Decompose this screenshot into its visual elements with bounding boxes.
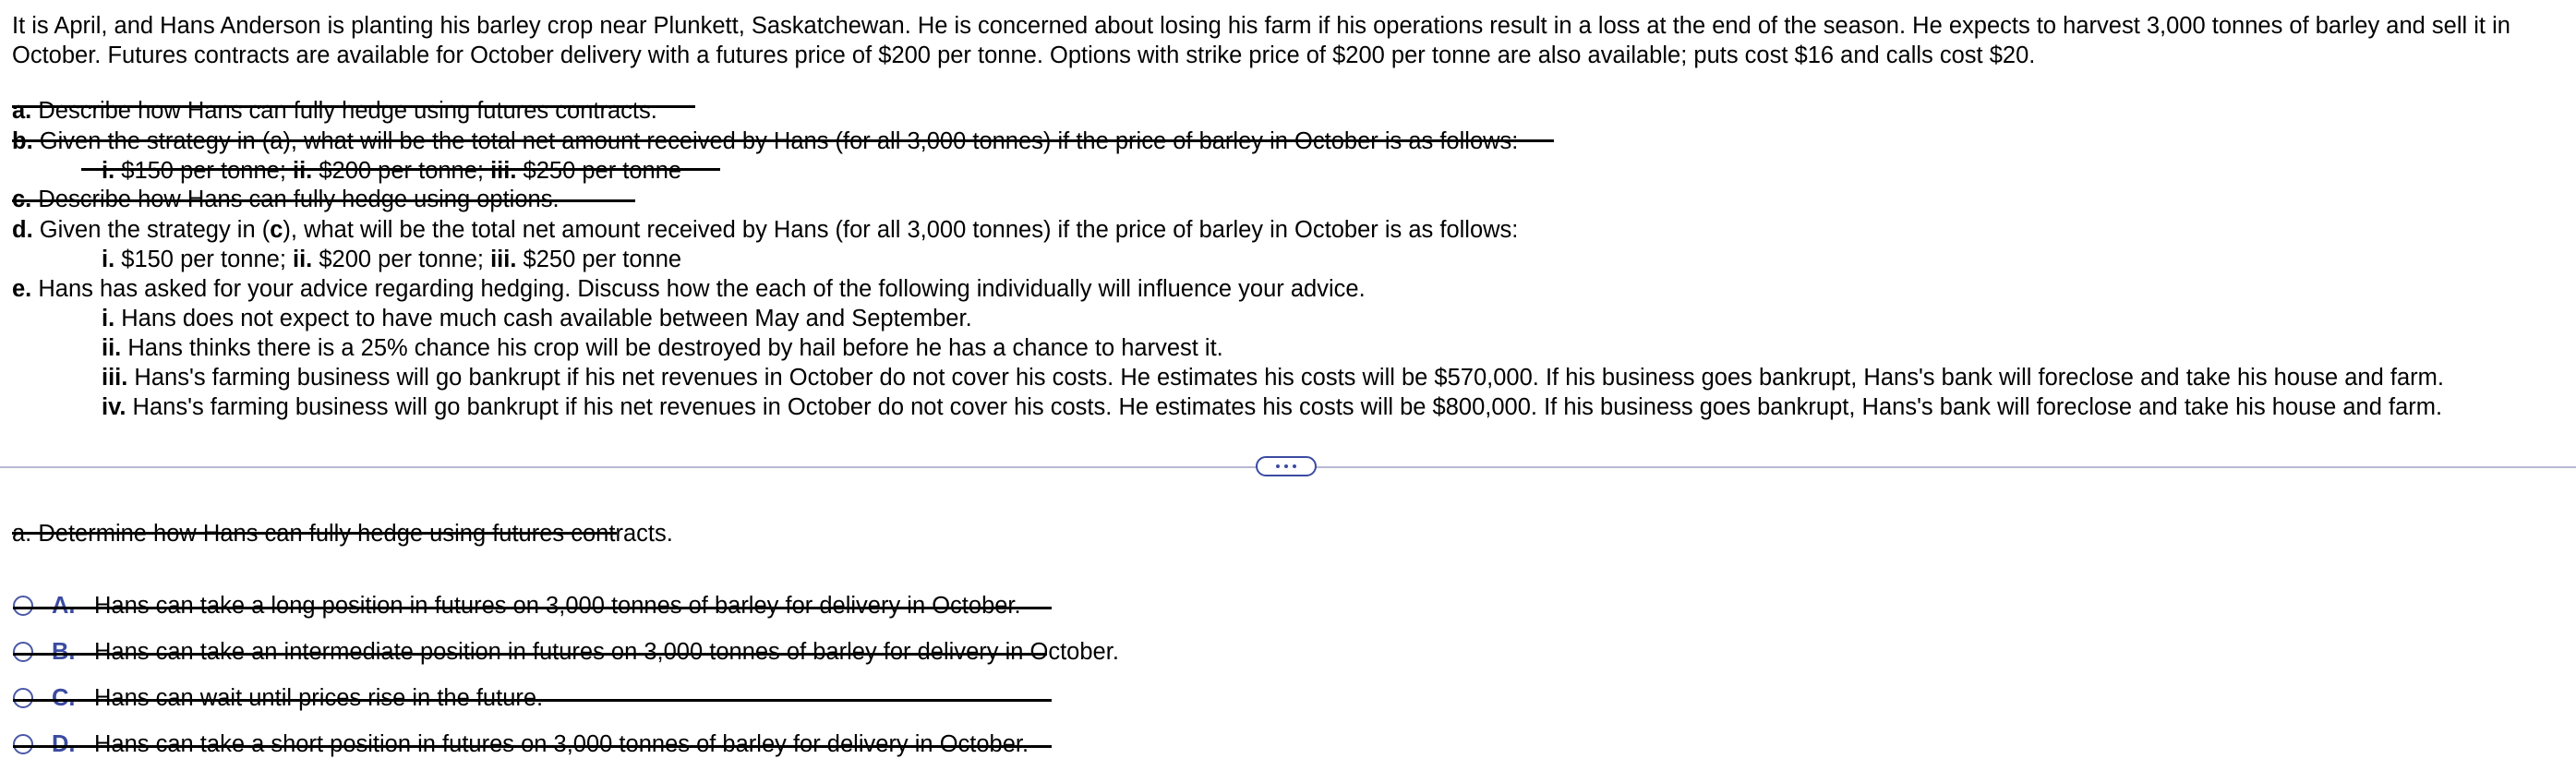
question-b-prices: i. $150 per tonne; ii. $200 per tonne; iii. $250 per tonne [102, 158, 682, 184]
option-text: Hans can take an intermediate position in futures on 3,000 tonnes of barley for delivery in October. [94, 639, 1119, 665]
question-e-item: iii. Hans's farming business will go bankrupt if his net revenues in October do not cover his costs. He estimates his costs will be $570,000. If his business goes bankrupt, Hans's bank will foreclose and take his house and farm. [102, 365, 2444, 391]
radio-button[interactable] [13, 734, 33, 754]
strike-line [13, 745, 1052, 748]
question-e: e. Hans has asked for your advice regarding hedging. Discuss how the each of the following individually will influence your advice. [12, 276, 1366, 302]
radio-button[interactable] [13, 688, 33, 708]
dot-icon [1276, 464, 1280, 468]
strike-line [13, 699, 1052, 702]
dot-icon [1293, 464, 1296, 468]
option-letter: D. [52, 731, 76, 757]
option-letter: B. [52, 639, 76, 665]
radio-button[interactable] [13, 596, 33, 616]
question-a: a. Describe how Hans can fully hedge using futures contracts. [12, 98, 657, 124]
part-a-prompt: a. Determine how Hans can fully hedge using futures contracts. [12, 521, 673, 547]
problem-intro: It is April, and Hans Anderson is planting his barley crop near Plunkett, Saskatchewan. He is concerned about losing his farm if his operations result in a loss at the end of the season. He expects to harvest 3,000 tonnes of barley and sell it in October. Futures contracts are available for October delivery with a futures price of $200 per tonne. Options with strike price of $200 per tonne are also available; puts cost $16 and calls cost $20. [12, 13, 2510, 68]
strike-line [12, 199, 635, 202]
strike-line [12, 532, 617, 535]
expand-button[interactable] [1256, 456, 1317, 476]
strike-line [81, 168, 720, 171]
question-d: d. Given the strategy in (c), what will be the total net amount received by Hans (for all 3,000 tonnes) if the price of barley in October is as follows: [12, 217, 1519, 243]
option-text: Hans can take a short position in futures on 3,000 tonnes of barley for delivery in October. [94, 731, 1029, 757]
strike-line [13, 607, 1052, 609]
question-e-item: iv. Hans's farming business will go bankrupt if his net revenues in October do not cover his costs. He estimates his costs will be $800,000. If his business goes bankrupt, Hans's bank will foreclose and take his house and farm. [102, 394, 2443, 420]
question-c: c. Describe how Hans can fully hedge using options. [12, 187, 560, 212]
strike-line [13, 653, 1047, 656]
option-letter: C. [52, 685, 76, 711]
option-letter: A. [52, 593, 76, 619]
option-text: Hans can wait until prices rise in the future. [94, 685, 544, 711]
radio-button[interactable] [13, 642, 33, 662]
question-e-item: ii. Hans thinks there is a 25% chance his crop will be destroyed by hail before he has a chance to harvest it. [102, 335, 1223, 361]
dot-icon [1284, 464, 1288, 468]
question-d-prices: i. $150 per tonne; ii. $200 per tonne; iii. $250 per tonne [102, 247, 682, 272]
question-e-item: i. Hans does not expect to have much cash available between May and September. [102, 306, 972, 331]
strike-line [12, 139, 1554, 142]
option-text: Hans can take a long position in futures on 3,000 tonnes of barley for delivery in October. [94, 593, 1021, 619]
question-b: b. Given the strategy in (a), what will be the total net amount received by Hans (for all 3,000 tonnes) if the price of barley in October is as follows: [12, 128, 1519, 154]
strike-line [12, 105, 695, 108]
